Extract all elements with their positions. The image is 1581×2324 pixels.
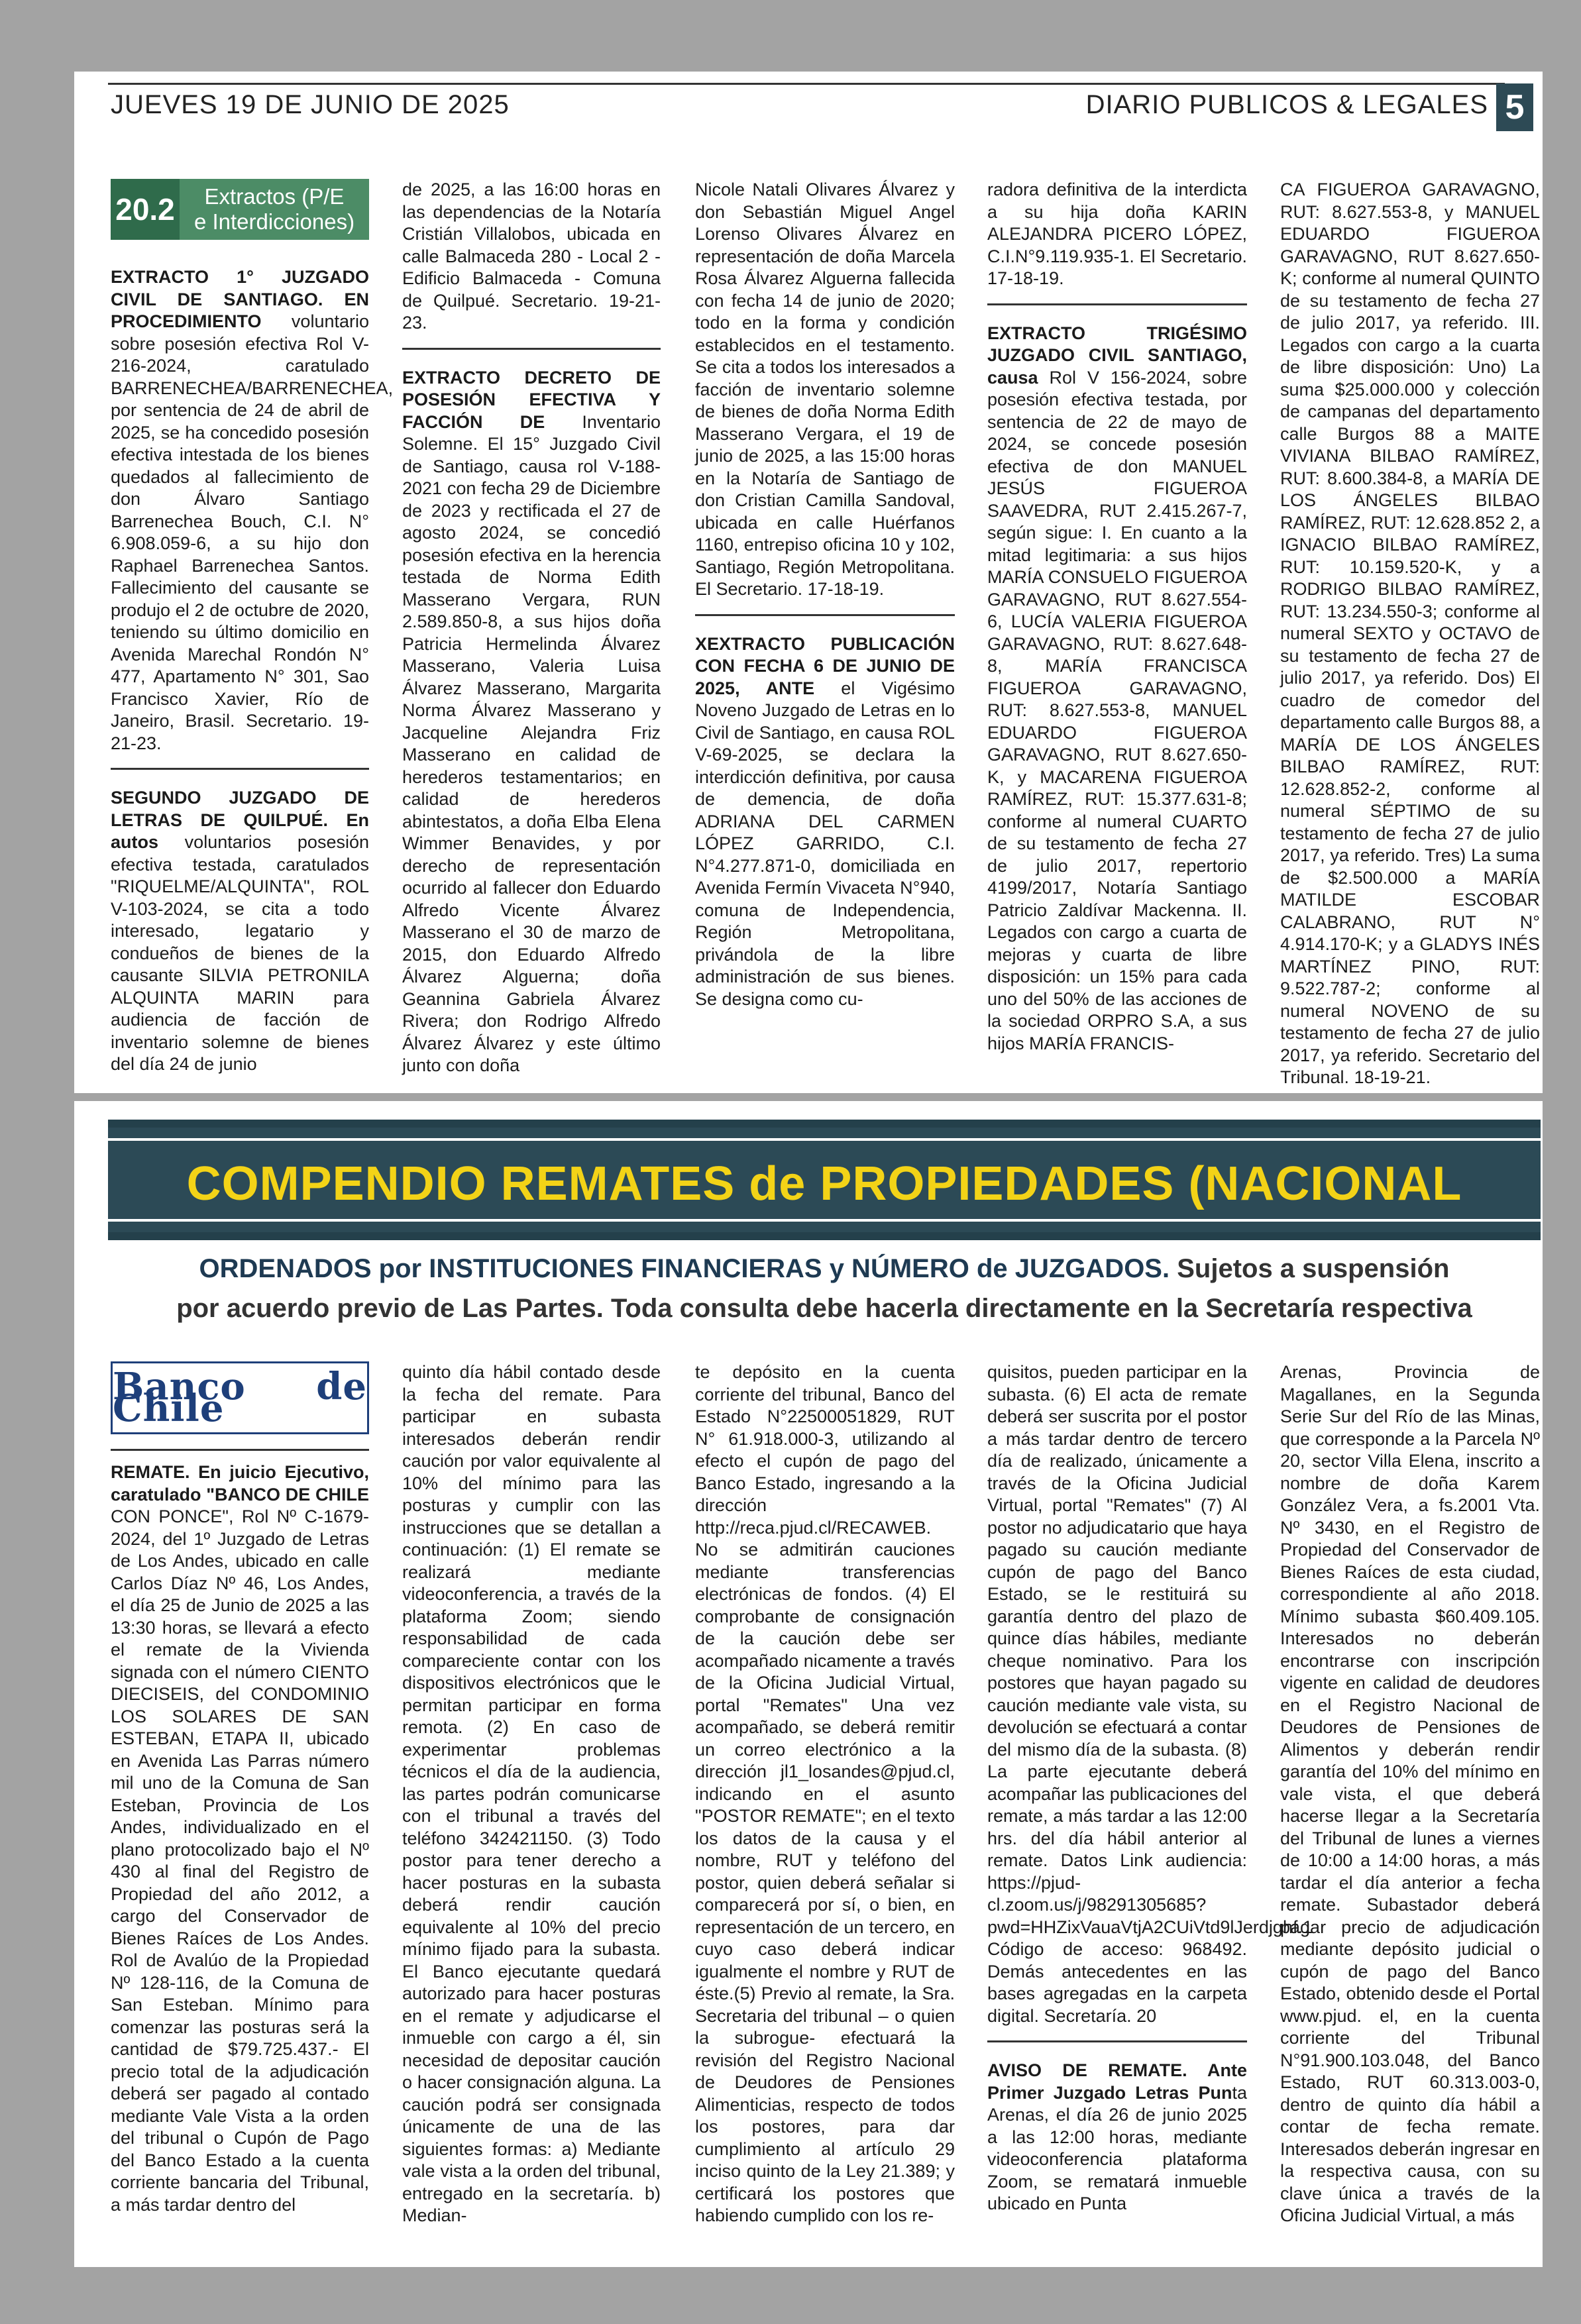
bottom-column-3	[695, 1361, 955, 2256]
notice-body: quinto día hábil contado desde la fecha del remate. Para participar en subasta interesados deberán rendir caución por valor equivalente al 10% del mínimo para las posturas y cumplir con las instrucciones que se detallan a continuación: (1) El remate se realizará mediante videoconferencia, a través de la plataforma Zoom; siendo responsabilidad de cada compareciente contar con los dispositivos electrónicos que le permitan participar en forma remota. (2) En caso de experimentar problemas técnicos el día de la audiencia, las partes podrán comunicarse con el tribunal a través del teléfono 342421150. (3) Todo postor para tener derecho a hacer posturas en la subasta deberá rendir caución equivalente al 10% del precio mínimo fijado para la subasta. El Banco ejecutante quedará autorizado para hacer posturas en el remate y adjudicarse el inmueble con cargo a él, sin necesidad de depositar caución o hacer consignación alguna. La caución podrá ser consignada únicamente de una de las siguientes formas: a) Mediante vale vista a la orden del tribunal, entregado en la secretaría. b) Median-	[402, 1362, 661, 2225]
legal-notice	[402, 367, 661, 1077]
logo-rule	[111, 1449, 369, 1451]
notice-body: Inventario Solemne. El 15° Juzgado Civil de Santiago, causa rol V-188-2021 con fecha 29 de Diciembre de 2023 y rectificada el 27 de agosto 2024, se concedió posesión efectiva en la herencia testada de Norma Edith Masserano Vergara, RUN 2.589.850-8, a sus hijos doña Patricia Hermelinda Álvarez Masserano, Valeria Luisa Álvarez Masserano, Margarita Norma Álvarez Masserano y Jacqueline Alejandra Friz Masserano en calidad de herederos testamentarios; en calidad de herederos abintestatos, a doña Elba Elena Wimmer Benavides, y por derecho de representación ocurrido al fallecer don Eduardo Alfredo Vicente Álvarez Masserano el 30 de marzo de 2015, don Eduardo Alfredo Álvarez Alguerna; doña Geannina Gabriela Álvarez Rivera; don Rodrigo Alfredo Álvarez Álvarez y este último junto con doña	[402, 411, 661, 1075]
banner-subtitle-line2: por acuerdo previo de Las Partes. Toda consulta debe hacerla directamente en la Secretaría respectiva	[176, 1294, 1472, 1323]
notice-heading: EXTRACTO DECRETO DE POSESIÓN EFECTIVA Y FACCIÓN DE	[402, 367, 661, 432]
notice-body: CON PONCE", Rol Nº C-1679-2024, del 1º Juzgado de Letras de Los Andes, ubicado en calle Carlos Díaz Nº 46, Los Andes, el día 25 de Junio de 2025 a las 13:30 horas, se llevará a efecto el remate de la Vivienda signada con el número CIENTO DIECISEIS, del CONDOMINIO LOS SOLARES DE SAN ESTEBAN, ETAPA II, ubicado en Avenida Las Parras número mil uno de la Comuna de San Esteban, Provincia de Los Andes, individualizado en el plano protocolizado bajo el Nº 430 al final del Registro de Propiedad del año 2012, a cargo del Conservador de Bienes Raíces de Los Andes. Rol de Avalúo de la Propiedad Nº 128-116, de la Comuna de San Esteban. Mínimo para comenzar las posturas será la cantidad de $79.725.437.- El precio total de la adjudicación deberá ser pagado al contado mediante Vale Vista a la orden del tribunal o Cupón de Pago del Banco Estado a la cuenta corriente bancaria del Tribunal, a más tardar dentro del	[111, 1506, 369, 2215]
header-rule	[108, 83, 1505, 85]
top-column-4	[987, 179, 1247, 1080]
notice-body: te depósito en la cuenta corriente del tribunal, Banco del Estado N°22500051829, RUT N° 61.918.000-3, utilizando al efecto el cupón de pago del Banco Estado, ingresando a la dirección http://reca.pjud.cl/RECAWEB. No se admitirán cauciones mediante transferencias electrónicas de fondos. (4) El comprobante de consignación de la caución debe ser acompañado nicamente a través de la Oficina Judicial Virtual, portal "Remates" Una vez acompañado, se deberá remitir un correo electrónico a la dirección jl1_losandes@pjud.cl, indicando en el asunto "POSTOR REMATE"; en el texto los datos de la causa y el nombre, RUT y teléfono del postor, quien deberá señalar si comparecerá por sí, o bien, en representación de un tercero, en cuyo caso deberá indicar igualmente el nombre y RUT de éste.(5) Previo al remate, la Sra. Secretaria del tribunal – o quien la subrogue- efectuará la revisión del Registro Nacional de Deudores de Pensiones Alimenticias, respecto de todos los postores, para dar cumplimiento al artículo 29 inciso quinto de la Ley 21.389; y certificará los postores que habiendo cumplido con los re-	[695, 1362, 955, 2225]
bottom-column-5	[1280, 1361, 1540, 2256]
bottom-column-1	[111, 1361, 369, 2256]
notice-list	[402, 179, 661, 1077]
banner-subtitle-line1	[108, 1254, 1541, 1284]
header-publication: DIARIO PUBLICOS & LEGALES	[1085, 90, 1488, 119]
bank-logo: Banco de Chile	[111, 1361, 369, 1434]
notice-list	[111, 1461, 369, 2216]
legal-notice	[1280, 1361, 1540, 2227]
top-column-3	[695, 179, 955, 1080]
notice-body: el Vigésimo Noveno Juzgado de Letras en lo Civil de Santiago, en causa ROL V-69-2025, se declara la interdicción definitiva, por causa de demencia, de doña ADRIANA DEL CARMEN LÓPEZ GARRIDO, C.I. N°4.277.871-0, domiciliada en Avenida Fermín Vivaceta N°940, comuna de Independencia, Región Metropolitana, privándola de la libre administración de sus bienes. Se designa como cu-	[695, 678, 955, 1009]
remates-banner	[108, 1120, 1541, 1240]
notice-list	[987, 1361, 1313, 2215]
notice-divider	[695, 614, 955, 616]
notice-list	[402, 1361, 661, 2227]
notice-list	[695, 179, 955, 1010]
notice-list	[111, 266, 394, 1076]
notice-heading: SEGUNDO JUZGADO DE LETRAS DE QUILPUÉ. En autos	[111, 788, 369, 852]
notice-list	[987, 179, 1247, 1055]
section-title-line1: Extractos (P/E	[204, 184, 345, 209]
section-number: 20.2	[111, 179, 180, 240]
top-column-1	[111, 179, 394, 1080]
banner-subtitle-strong: ORDENADOS por INSTITUCIONES FINANCIERAS y NÚMERO de JUZGADOS.	[199, 1254, 1170, 1283]
legal-notice	[1280, 179, 1540, 1089]
banner-subtitle-rest: Sujetos a suspensión	[1170, 1254, 1450, 1283]
header-date: JUEVES 19 DE JUNIO DE 2025	[111, 90, 510, 119]
top-column-2	[402, 179, 661, 1080]
banner-title: COMPENDIO REMATES de PROPIEDADES (NACIONAL	[186, 1157, 1462, 1210]
legal-notice	[111, 1461, 369, 2216]
notice-heading: REMATE. En juicio Ejecutivo, caratulado "BANCO DE CHILE	[111, 1462, 369, 1505]
legal-notice	[987, 1361, 1313, 2027]
legal-notice	[987, 323, 1247, 1055]
notice-list	[695, 1361, 955, 2227]
notice-body: voluntarios posesión efectiva testada, caratulados "RIQUELME/ALQUINTA", ROL V-103-2024, se cita a todo interesado, legatario y condueños de bienes de la causante SILVIA PETRONILA ALQUINTA MARIN para audiencia de facción de inventario solemne de bienes del día 24 de junio	[111, 832, 369, 1074]
top-column-5	[1280, 179, 1540, 1087]
legal-notice	[402, 179, 661, 335]
legal-notice	[402, 1361, 661, 2227]
notice-divider	[987, 303, 1247, 305]
legal-notice	[695, 179, 955, 601]
notice-heading: EXTRACTO TRIGÉSIMO JUZGADO CIVIL SANTIAGO, causa	[987, 323, 1247, 388]
notice-heading: EXTRACTO 1° JUZGADO CIVIL DE SANTIAGO. EN PROCEDIMIENTO	[111, 267, 369, 331]
legal-notice	[111, 787, 369, 1076]
page-number: 5	[1496, 83, 1533, 131]
notice-body: Rol V 156-2024, sobre posesión efectiva testada, por sentencia de 22 de mayo de 2024, se concede posesión efectiva de don MANUEL JESÚS FIGUEROA SAAVEDRA, RUT 2.415.267-7, según sigue: I. En cuanto a la mitad legitimaria: a sus hijos MARÍA CONSUELO FIGUEROA GARAVAGNO, RUT 8.627.554-6, LUCÍA VALERIA FIGUEROA GARAVAGNO, RUT: 8.627.648-8, MARÍA FRANCISCA FIGUEROA GARAVAGNO, RUT: 8.627.553-8, MANUEL EDUARDO FIGUEROA GARAVAGNO, RUT 8.627.650-K, y MACARENA FIGUEROA RAMÍREZ, RUT: 15.377.631-8; conforme al numeral CUARTO de su testamento de fecha 27 de julio 2017, repertorio 4199/2017, Notaría Santiago Patricio Zaldívar Mackenna. II. Legados con cargo a cuarta de mejoras y cuarta de libre disposición: un 15% para cada uno del 50% de las acciones de la sociedad ORPRO S.A, a sus hijos MARÍA FRANCIS-	[987, 367, 1247, 1053]
notice-heading: XEXTRACTO PUBLICACIÓN CON FECHA 6 DE JUNIO DE 2025, ANTE	[695, 633, 955, 698]
section-title-line2: e Interdicciones)	[193, 209, 355, 234]
notice-divider	[111, 768, 369, 770]
legal-notice	[987, 2060, 1247, 2215]
notice-list	[1280, 179, 1540, 1089]
legal-notice	[111, 266, 394, 755]
notice-divider	[987, 2040, 1247, 2042]
notice-body: ta Arenas, el día 26 de junio 2025 a las 12:00 horas, mediante videoconferencia plataforma Zoom, se rematará inmueble ubicado en Punta	[987, 2082, 1247, 2213]
section-title	[180, 179, 369, 240]
bottom-column-4	[987, 1361, 1313, 2256]
notice-body: de 2025, a las 16:00 horas en las dependencias de la Notaría Cristián Villalobos, ubicada en calle Balmaceda 280 - Local 2 - Edificio Balmaceda - Comuna de Quilpué. Secretario. 19-21-23.	[402, 180, 661, 333]
notice-body: CA FIGUEROA GARAVAGNO, RUT: 8.627.553-8, y MANUEL EDUARDO FIGUEROA GARAVAGNO, RUT 8.627.650-K; conforme al numeral QUINTO de su testamento de fecha 27 de julio 2017, ya referido. III. Legados con cargo a la cuarta de libre disposición: Uno) La suma $25.000.000 y colección de campanas del departamento calle Burgos 88 a MAITE VIVIANA BILBAO RAMÍREZ, RUT: 8.600.384-8, a MARÍA DE LOS ÁNGELES BILBAO RAMÍREZ, RUT: 12.628.852 2, a IGNACIO BILBAO RAMÍREZ, RUT: 10.159.520-K, y a RODRIGO BILBAO RAMÍREZ, RUT: 13.234.550-3; conforme al numeral SEXTO y OCTAVO de su testamento de fecha 27 de julio 2017, ya referido. Dos) El cuadro de comedor del departamento calle Burgos 88, a MARÍA DE LOS ÁNGELES BILBAO RAMÍREZ, RUT: 12.628.852-2, conforme al numeral SÉPTIMO de su testamento de fecha 27 de julio 2017, ya referido. Tres) La suma de $2.500.000 a MARÍA MATILDE ESCOBAR CALABRANO, RUT N° 4.914.170-K; y a GLADYS INÉS MARTÍNEZ PINO, RUT: 9.522.787-2; conforme al numeral NOVENO de su testamento de fecha 27 de julio 2017, ya referido. Secretario del Tribunal. 18-19-21.	[1280, 180, 1540, 1087]
notice-body: quisitos, pueden participar en la subasta. (6) El acta de remate deberá ser suscrita por el postor a más tardar dentro de tercero día de realizado, únicamente a través de la Oficina Judicial Virtual, portal "Remates" (7) Al postor no adjudicatario que haya pagado su caución mediante cupón de pago del Banco Estado, se le restituirá su garantía dentro del plazo de quince días hábiles, mediante cheque nominativo. Para los postores que hayan pagado su caución mediante vale vista, su devolución se efectuará a contar del mismo día de la subasta. (8) La parte ejecutante deberá acompañar las publicaciones del remate, a más tardar a las 12:00 hrs. del día hábil anterior al remate. Datos Link audiencia: https://pjud-cl.zoom.us/j/98291305685?pwd=HHZixVauaVtjA2CUiVtd9lJerdjghf.1 Código de acceso: 968492. Demás antecedentes en las bases agregadas en la carpeta digital. Secretaría. 20	[987, 1362, 1313, 2026]
legal-notice	[987, 179, 1247, 290]
notice-body: radora definitiva de la interdicta a su hija doña KARIN ALEJANDRA PICERO LÓPEZ, C.I.N°9.119.935-1. El Secretario. 17-18-19.	[987, 180, 1247, 288]
section-badge	[111, 179, 369, 240]
legal-notice	[695, 633, 955, 1011]
legal-notice	[695, 1361, 955, 2227]
notice-list	[1280, 1361, 1540, 2227]
notice-body: Nicole Natali Olivares Álvarez y don Sebastián Miguel Angel Lorenso Olivares Álvarez en representación de doña Marcela Rosa Álvarez Alguerna fallecida con fecha 14 de junio de 2020; todo en la forma y condición establecidos en el testamento. Se cita a todos los interesados a facción de inventario solemne de bienes de doña Norma Edith Masserano Vergara, el 19 de junio de 2025, a las 15:00 horas en la Notaría de Santiago de don Cristian Camilla Sandoval, ubicada en calle Huérfanos 1160, entrepiso oficina 10 y 102, Santiago, Región Metropolitana. El Secretario. 17-18-19.	[695, 180, 955, 599]
notice-divider	[402, 348, 661, 350]
bottom-column-2	[402, 1361, 661, 2256]
notice-body: voluntario sobre posesión efectiva Rol V-216-2024, caratulado BARRENECHEA/BARRENECHEA, por sentencia de 24 de abril de 2025, se ha concedido posesión efectiva intestada de los bienes quedados al fallecimiento de don Álvaro Santiago Barrenechea Bouch, C.I. N° 6.908.059-6, a su hijo don Raphael Barrenechea Santos. Fallecimiento del causante se produjo el 2 de octubre de 2020, teniendo su último domicilio en Avenida Marechal Rondón N° 477, Apartamento N° 301, Sao Francisco Xavier, Río de Janeiro, Brasil. Secretario. 19-21-23.	[111, 311, 394, 753]
notice-heading: AVISO DE REMATE. Ante Primer Juzgado Letras Pun	[987, 2060, 1247, 2103]
notice-body: Arenas, Provincia de Magallanes, en la Segunda Serie Sur del Río de las Minas, que corresponde a la Parcela Nº 20, sector Villa Elena, inscrito a nombre de doña Karem González Vera, a fs.2001 Vta. Nº 3430, en el Registro de Propiedad del Conservador de Bienes Raíces de esta ciudad, correspondiente al año 2018. Mínimo subasta $60.409.105. Interesados no deberán encontrarse con inscripción vigente en calidad de deudores en el Registro Nacional de Deudores de Pensiones de Alimentos y deberán rendir garantía del 10% del mínimo en vale vista, el que deberá hacerse llegar a la Secretaría del Tribunal de lunes a viernes de 10:00 a 14:00 horas, a más tardar el día anterior a fecha remate. Subastador deberá pagar precio de adjudicación mediante depósito judicial o cupón de pago del Banco Estado, obtenido desde el Portal www.pjud. el, en la cuenta corriente del Tribunal N°91.900.103.048, del Banco Estado, RUT 60.313.003-0, dentro de quinto día hábil a contar de fecha remate. Interesados deberán ingresar en la respectiva causa, con su clave única a través de la Oficina Judicial Virtual, a más	[1280, 1362, 1540, 2225]
